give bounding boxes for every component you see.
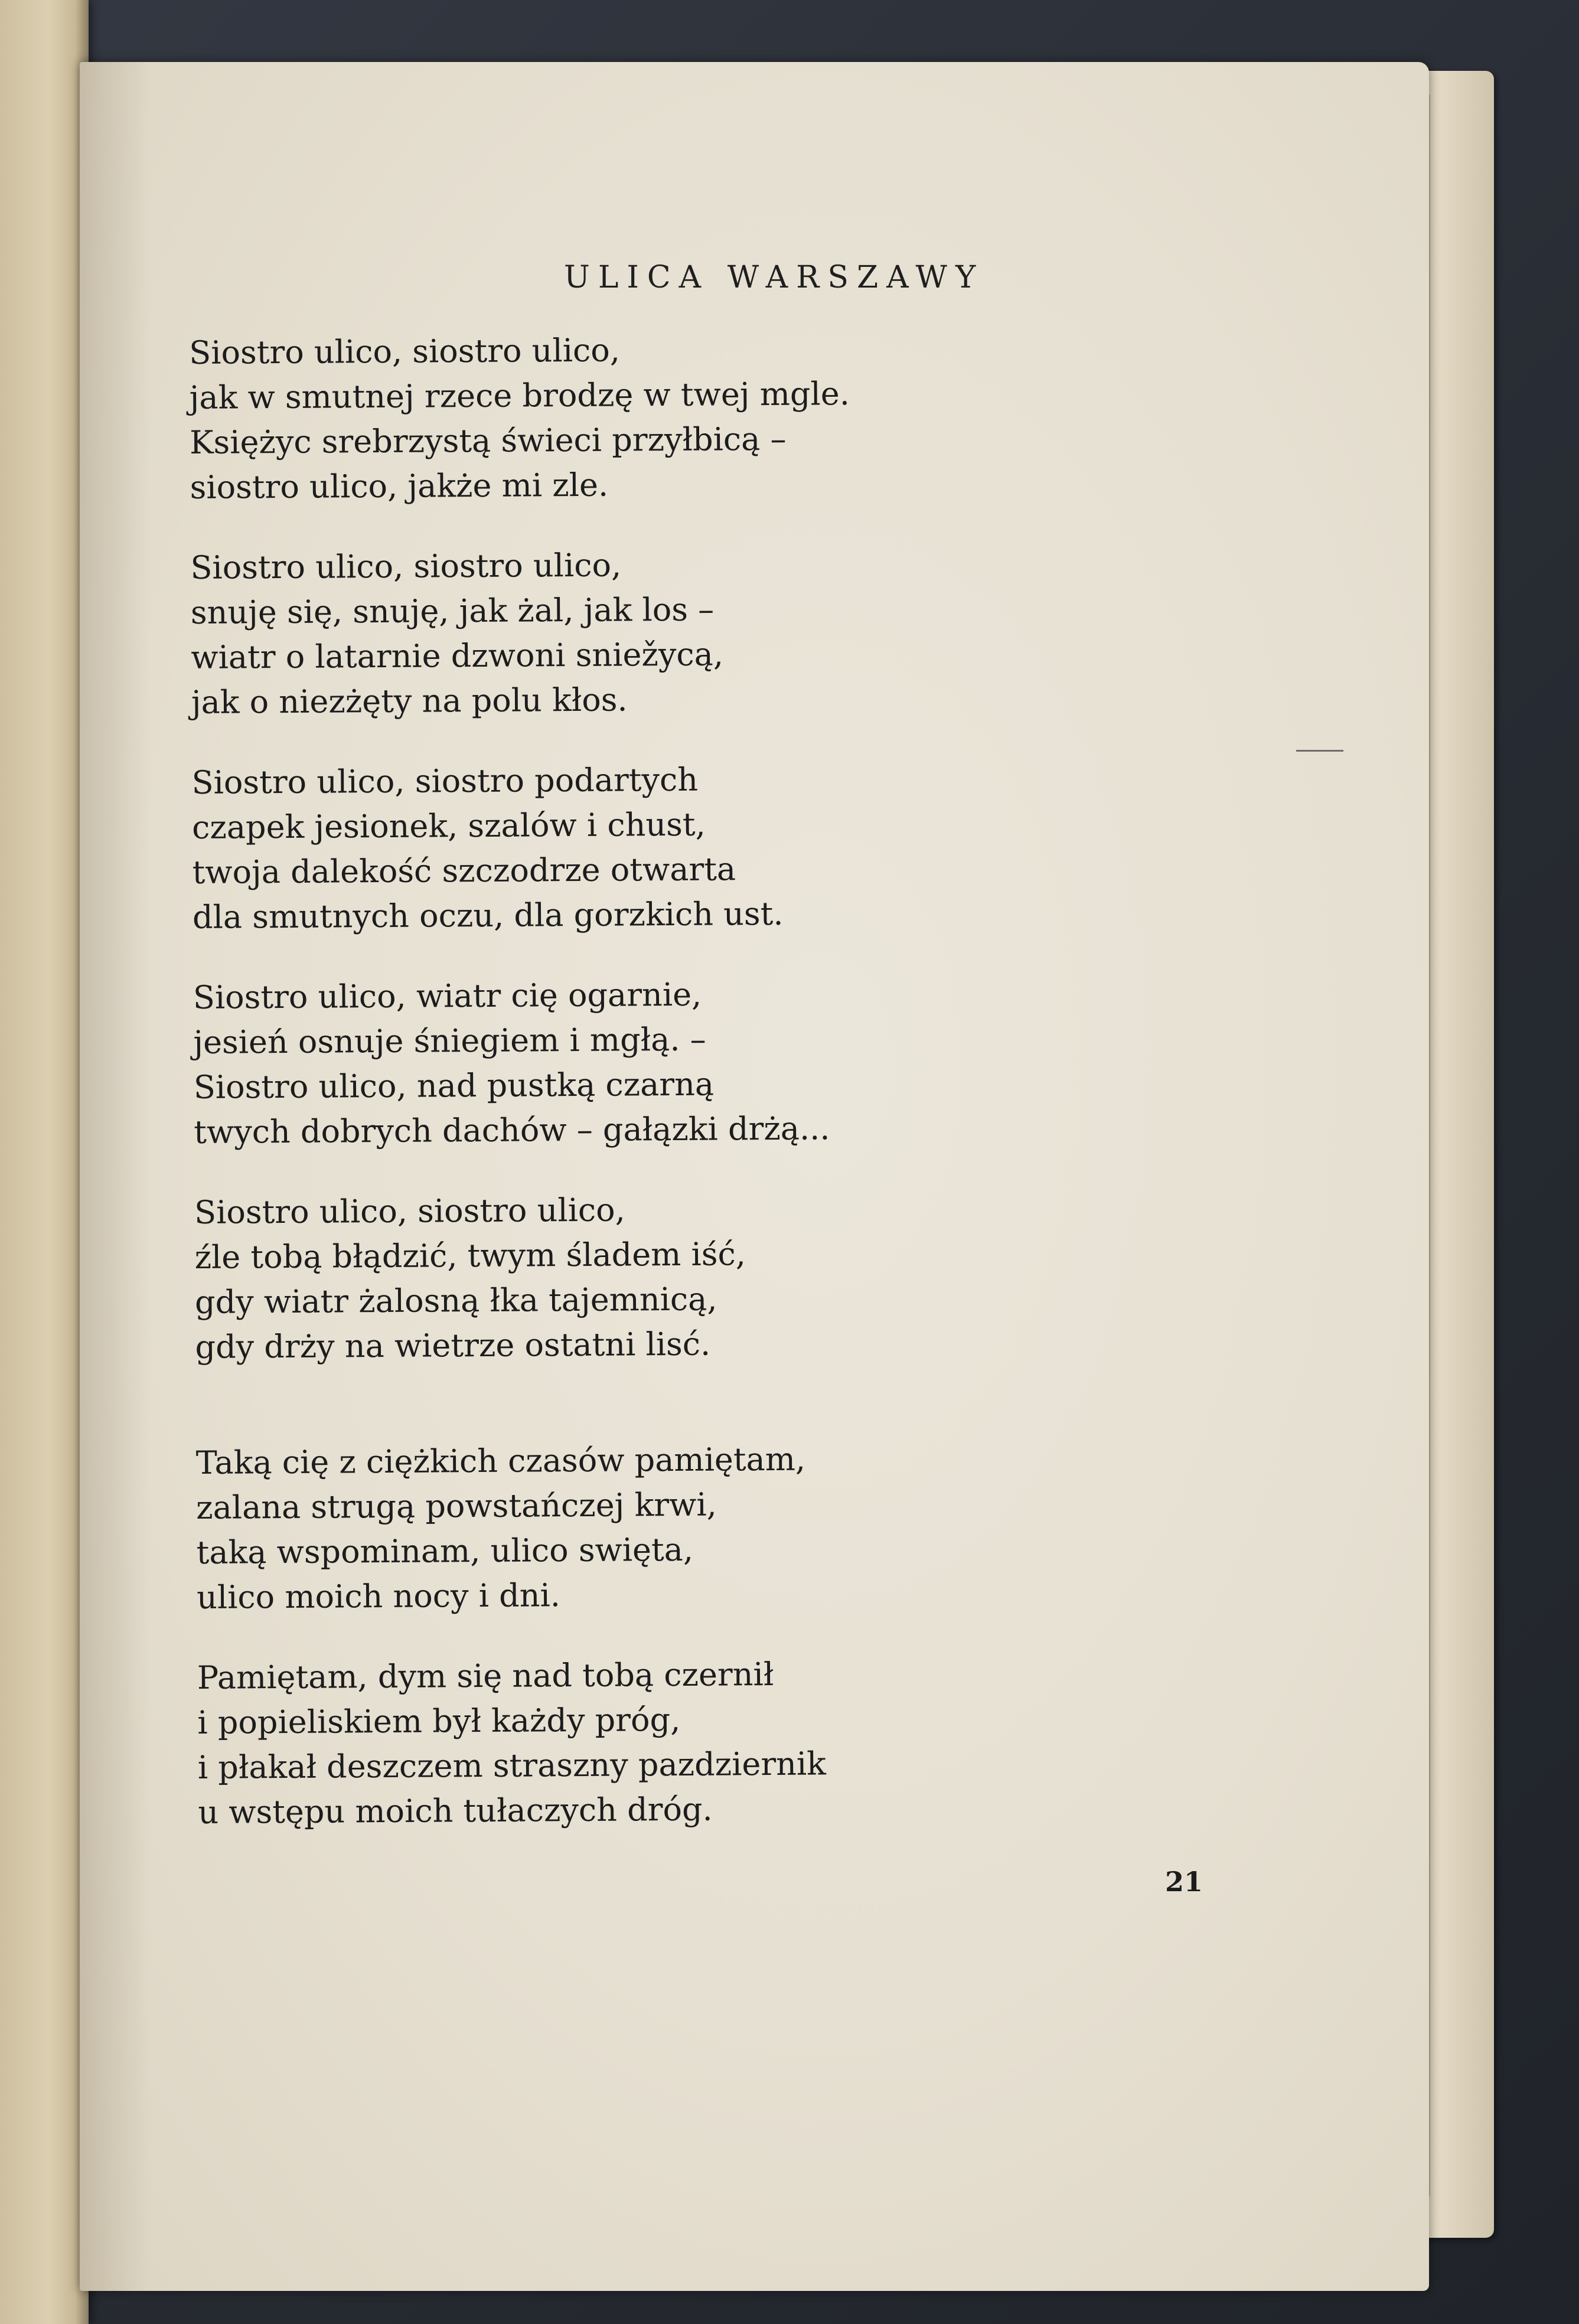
page-number: 21 [1165, 1866, 1203, 1898]
poem-line: gdy drży na wietrze ostatni lisć. [195, 1325, 711, 1366]
poem-line: Pamiętam, dym się nad tobą czernił [197, 1655, 774, 1696]
poem-line: jesień osnuje śniegiem i mgłą. – [193, 1020, 706, 1061]
poem-line: Siostro ulico, siostro ulico, [194, 1191, 626, 1231]
poem-body [189, 325, 1202, 1871]
poem-line: Siostro ulico, siostro podartych [191, 760, 699, 801]
poem-line: twoja dalekość szczodrze otwarta [192, 850, 736, 891]
poem-line: wiatr o latarnie dzwoni sniežycą, [191, 635, 724, 676]
stanza-6 [195, 1435, 1200, 1620]
poem-line: źle tobą błądzić, twym śladem iść, [194, 1235, 746, 1276]
poem-line: Siostro ulico, siostro ulico, [190, 546, 622, 586]
stanza-5 [194, 1184, 1199, 1370]
poem-line: twych dobrych dachów – gałązki drżą... [194, 1109, 830, 1151]
poem-title: ULICA WARSZAWY [564, 260, 984, 295]
poem-line: snuję się, snuję, jak żal, jak los – [190, 590, 715, 631]
stanza-2 [190, 540, 1195, 725]
left-page-edge [0, 0, 89, 2324]
poem-line: jak o niezżęty na polu kłos. [191, 681, 628, 721]
stanza-1 [189, 325, 1194, 510]
poem-line: Siostro ulico, siostro ulico, [189, 331, 621, 371]
poem-line: gdy wiatr żalosną łka tajemnicą, [194, 1280, 717, 1321]
poem-line: dla smutnych oczu, dla gorzkich ust. [192, 895, 784, 936]
poem-line: ulico moich nocy i dni. [196, 1576, 561, 1616]
stanza-4 [193, 970, 1198, 1155]
poem-line: czapek jesionek, szalów i chust, [191, 805, 706, 846]
poem-line: taką wspominam, ulico swięta, [196, 1530, 694, 1571]
poem-line: siostro ulico, jakże mi zle. [190, 466, 609, 506]
poem-line: Taką cię z ciężkich czasów pamiętam, [195, 1440, 806, 1481]
poem-line: Siostro ulico, nad pustką czarną [193, 1065, 715, 1106]
poem-line: jak w smutnej rzece brodzę w twej mgle. [189, 375, 850, 416]
poem-line: Siostro ulico, wiatr cię ogarnie, [193, 975, 702, 1016]
poem-line: u wstępu moich tułaczych dróg. [198, 1790, 713, 1831]
stanza-3 [191, 755, 1196, 940]
stanza-7 [197, 1650, 1202, 1835]
margin-mark [1296, 750, 1343, 752]
poem-line: i płakał deszczem straszny pazdziernik [197, 1745, 827, 1786]
poem-line: Księżyc srebrzystą świeci przyłbicą – [189, 420, 787, 461]
poem-line: zalana strugą powstańczej krwi, [195, 1486, 717, 1526]
poem-line: i popieliskiem był każdy próg, [197, 1700, 681, 1741]
